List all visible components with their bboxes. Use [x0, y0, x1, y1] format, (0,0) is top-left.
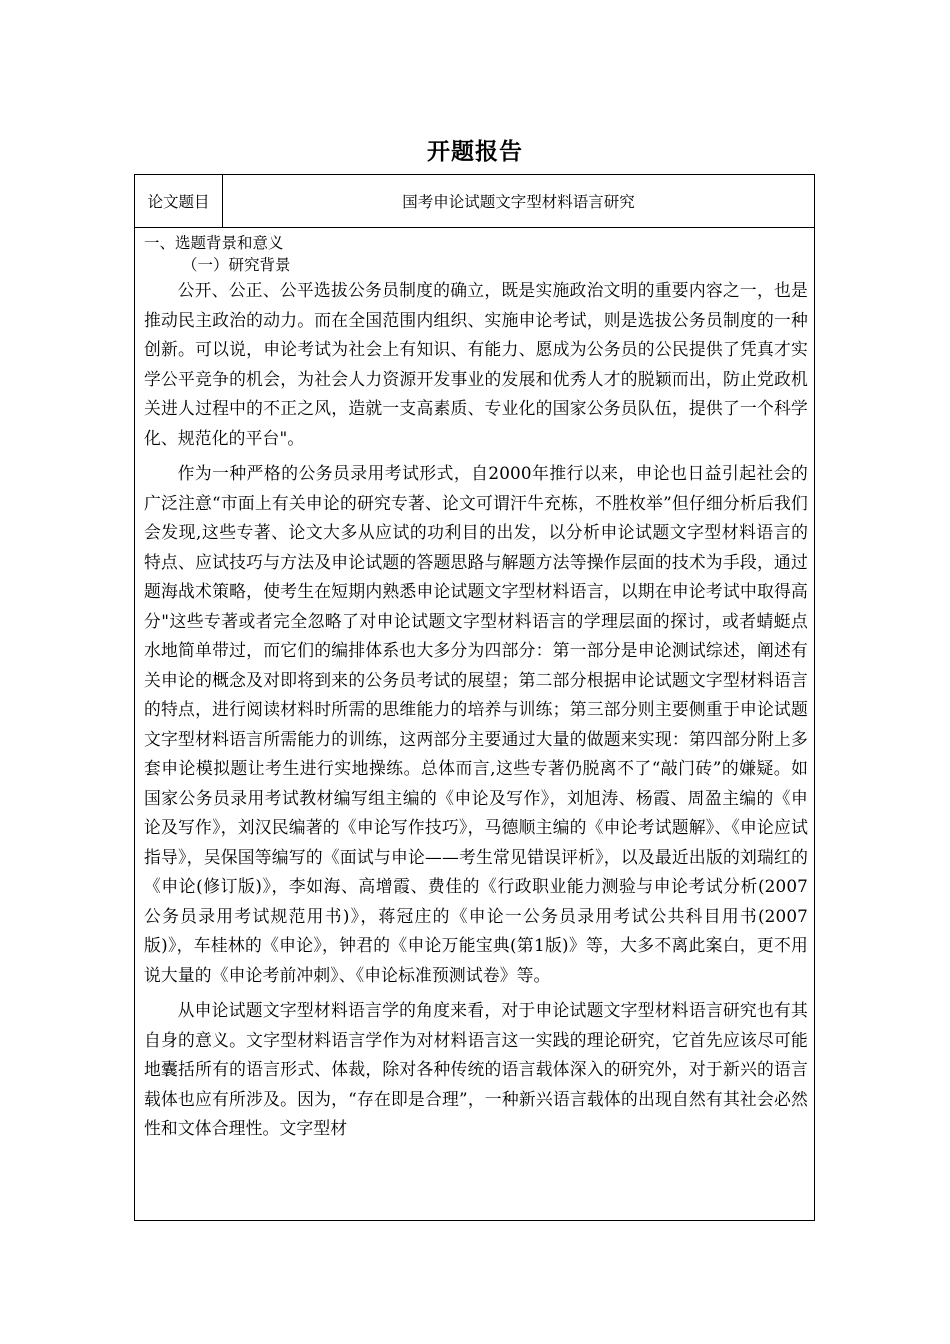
paragraph: 从申论试题文字型材料语言学的角度来看，对于申论试题文字型材料语言研究也有其自身的意义。文字型材料语言学作为对材料语言这一实践的理论研究，它首先应该尽可能地囊括所有的语言形式、体裁，除对各种传统的语言载体深入的研究外，对于新兴的语言载体也应有所涉及。因为，“存在即是合理”，一种新兴语言载体的出现自然有其社会必然性和文体合理性。文字型材 [144, 1000, 808, 1138]
body-row [135, 228, 815, 1221]
topic-label: 论文题目 [135, 175, 223, 228]
topic-row [135, 175, 815, 228]
page-title: 开题报告 [427, 139, 523, 165]
subsection-heading: （一）研究背景 [182, 256, 291, 274]
topic-value: 国考申论试题文字型材料语言研究 [223, 175, 815, 228]
paragraph: 作为一种严格的公务员录用考试形式，自2000年推行以来，申论也日益引起社会的广泛注意“市面上有关申论的研究专著、论文可谓汗牛充栋，不胜枚举”但仔细分析后我们会发现,这些专著、论文大多从应试的功利目的出发，以分析申论试题文字型材料语言的特点、应试技巧与方法及申论试题的答题思路与解题方法等操作层面的技术为手段，通过题海战术策略，使考生在短期内熟悉申论试题文字型材料语言，以期在申论考试中取得高分"这些专著或者完全忽略了对申论试题文字型材料语言的学理层面的探讨，或者蜻蜓点水地简单带过，而它们的编排体系也大多分为四部分：第一部分是申论测试综述，阐述有关申论的概念及对即将到来的公务员考试的展望；第二部分根据申论试题文字型材料语言的特点，进行阅读材料时所需的思维能力的培养与训练；第三部分则主要侧重于申论试题文字型材料语言所需能力的训练，这两部分主要通过大量的做题来实现：第四部分附上多套申论模拟题让考生进行实地操练。总体而言,这些专著仍脱离不了“敲门砖”的嫌疑。如国家公务员录用考试教材编写组主编的《申论及写作》，刘旭涛、杨霞、周盈主编的《申论及写作》，刘汉民编著的《申论写作技巧》，马德顺主编的《申论考试题解》、《申论应试指导》，吴保国等编写的《面试与申论——考生常见错误评析》，以及最近出版的刘瑞红的《申论(修订版)》，李如海、高增霞、费佳的《行政职业能力测验与申论考试分析(2007公务员录用考试规范用书)》，蒋冠庄的《申论一公务员录用考试公共科目用书(2007版)》，车桂林的《申论》，钟君的《申论万能宝典(第1版)》等，大多不离此案白，更不用说大量的《申论考前冲刺》、《申论标准预测试卷》等。 [144, 463, 808, 985]
section-heading: 一、选题背景和意义 [144, 234, 284, 252]
paragraph: 公开、公正、公平选拔公务员制度的确立，既是实施政治文明的重要内容之一，也是推动民主政治的动力。而在全国范围内组织、实施申论考试，则是选拔公务员制度的一种创新。可以说，申论考试为社会上有知识、有能力、愿成为公务员的公民提供了凭真才实学公平竞争的机会，为社会人力资源开发事业的发展和优秀人才的脱颖而出，防止党政机关进人过程中的不正之风，造就一支高素质、专业化的国家公务员队伍，提供了一个科学化、规范化的平台"。 [144, 280, 808, 448]
report-form-table [134, 174, 815, 1221]
body-content [144, 232, 808, 1216]
body-cell [135, 228, 815, 1221]
